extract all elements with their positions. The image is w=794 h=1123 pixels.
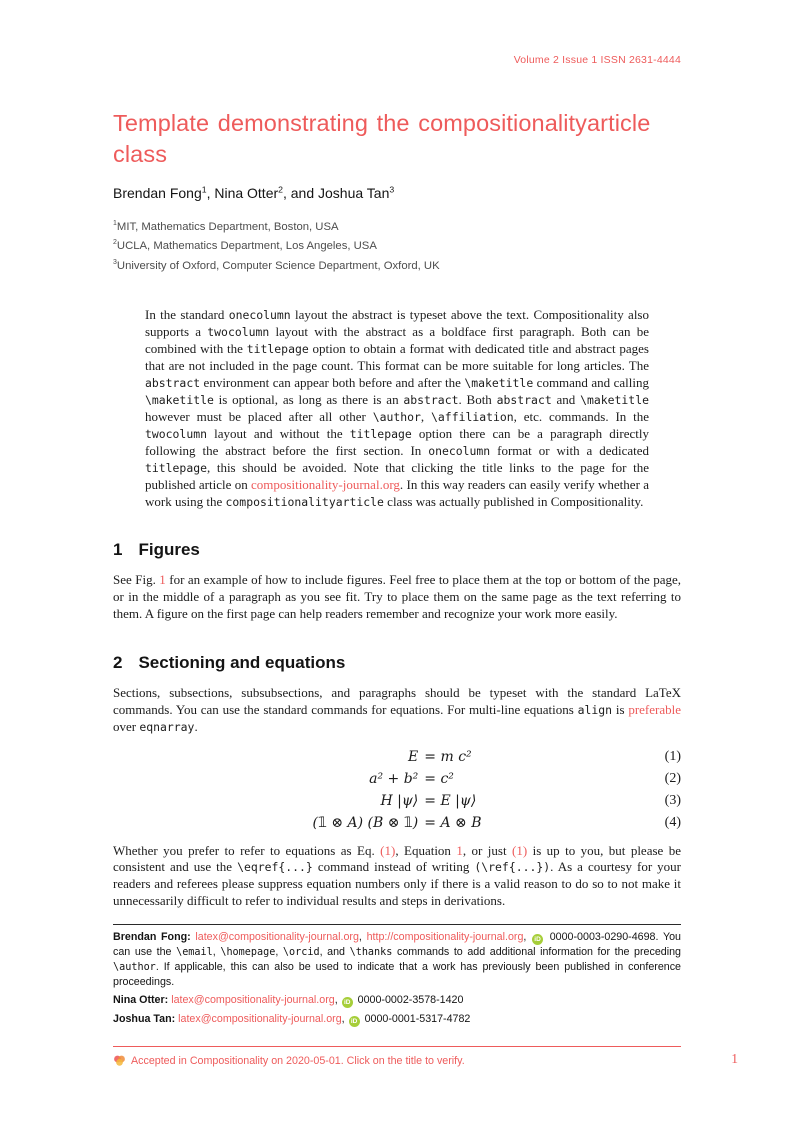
text-segment: See Fig. (113, 572, 160, 588)
text-segment: , (341, 1012, 348, 1025)
footer-line (113, 1051, 738, 1067)
equation-rhs: = c² (424, 770, 454, 787)
text-segment: , Nina Otter (206, 184, 279, 201)
text-segment: 3 (389, 184, 395, 195)
text-segment: align (577, 702, 613, 717)
equation-number: (1) (664, 748, 681, 764)
footnote-nina-otter (113, 993, 681, 1008)
text-segment: \email (176, 947, 213, 959)
text-segment: MIT, Mathematics Department, Boston, USA (116, 220, 339, 233)
text-segment: option to obtain a format with dedicated title and abstract pages that are not included in the page count. This format can be more suitable for long articles. The (145, 341, 649, 374)
link[interactable]: (1) (511, 842, 528, 858)
text-segment: , (334, 994, 341, 1007)
footnote-joshua-tan (113, 1012, 681, 1027)
affiliation-2 (113, 240, 681, 252)
text-segment: over (113, 718, 140, 734)
text-segment: \maketitle (145, 393, 214, 408)
affiliation-3 (113, 260, 681, 272)
text-segment: 2 (278, 184, 283, 195)
page-number: 1 (731, 1051, 738, 1066)
link[interactable]: (1) (380, 842, 396, 858)
issue-line[interactable]: Volume 2 Issue 1 ISSN 2631-4444 (513, 54, 681, 66)
text-segment: 3 (113, 259, 117, 267)
text-segment: (\ref{...}) (474, 860, 551, 875)
text-segment: University of Oxford, Computer Science Department, Oxford, UK (116, 259, 440, 272)
text-segment: environment can appear both before and after the (200, 375, 465, 391)
text-segment: . Both (458, 392, 497, 408)
text-segment: , etc. commands. In the (513, 409, 650, 425)
text-segment: . (194, 718, 198, 734)
text-segment: Brendan Fong (113, 184, 202, 201)
text-segment: layout and without the (206, 426, 350, 442)
link[interactable]: latex@compositionality-journal.org (171, 994, 335, 1007)
text-segment: 0000-0001-5317-4782 (361, 1012, 471, 1025)
text-segment: and (551, 392, 581, 408)
text-segment: 0000-0002-3578-1420 (354, 994, 464, 1007)
text-segment: , or just (462, 842, 512, 858)
footnote-brendan-fong (113, 930, 681, 990)
text-segment: titlepage (145, 461, 207, 476)
text-segment: , this should be avoided. Note that clicking the title links to the page for the published article on (145, 460, 649, 493)
text-segment: Brendan Fong: (113, 931, 196, 944)
text-segment: layout with the abstract as a boldface first paragraph. Both can be combined with the (145, 323, 649, 356)
text-segment: , (358, 931, 367, 944)
section-2-heading (113, 653, 681, 673)
orcid-icon[interactable]: iD (349, 1016, 360, 1027)
text-segment: 2 (113, 239, 117, 247)
affiliations (113, 221, 681, 272)
text-segment: abstract (403, 393, 459, 408)
text-segment: Nina Otter: (113, 994, 172, 1007)
text-segment: abstract (496, 393, 552, 408)
text-segment: \homepage (220, 947, 276, 959)
section-2-paragraph (113, 685, 681, 736)
text-segment: onecolumn (428, 444, 491, 459)
equation-number: (2) (664, 770, 681, 786)
section-title: Figures (138, 540, 200, 560)
text-segment: titlepage (246, 342, 309, 356)
text-segment: commands to add additional information for the preceding (392, 946, 681, 959)
text-segment: twocolumn (145, 427, 207, 442)
text-segment: format or with a dedicated (490, 443, 649, 459)
orcid-icon[interactable]: iD (532, 934, 543, 945)
section-1-heading (113, 540, 681, 560)
equation-rhs: = A ⊗ B (424, 814, 482, 831)
text-segment: \affiliation (431, 410, 514, 425)
text-segment: , and (319, 946, 350, 959)
text-segment: . If applicable, this can also be used to indicate that a work has previously been published in conference proceedings. (113, 961, 681, 989)
section-title: Sectioning and equations (138, 652, 346, 672)
accepted-line[interactable]: Accepted in Compositionality on 2020-05-01. Click on the title to verify. (131, 1054, 465, 1067)
orcid-icon[interactable]: iD (342, 997, 353, 1008)
equations-block (113, 749, 681, 831)
link[interactable]: preferable (628, 701, 681, 717)
text-segment: class was actually published in Compositionality. (383, 494, 644, 510)
section-1-paragraph (113, 572, 681, 623)
text-segment: command instead of writing (312, 859, 475, 875)
link[interactable]: latex@compositionality-journal.org (178, 1012, 342, 1025)
text-segment: for an example of how to include figures. Feel free to place them at the top or bottom of the page, or in the middle of a paragraph as you see fit. Try to place them on the same page as the text referring to them. A figure on the first page can help readers remember and recognize your work more easily. (113, 572, 681, 621)
page-footer (113, 1046, 738, 1067)
text-segment: however must be placed after all other (145, 409, 373, 425)
authors-line (113, 185, 681, 201)
text-segment: 0000-0003-0290-4698. You can use the (113, 931, 681, 959)
text-segment: \maketitle (464, 376, 534, 391)
equation-lhs: H |ψ⟩ (380, 792, 419, 809)
link[interactable]: 1 (456, 842, 463, 858)
text-segment: \author (113, 962, 156, 974)
equation-rhs: = E |ψ⟩ (424, 792, 477, 809)
text-segment: \author (372, 410, 421, 425)
abstract (145, 306, 649, 510)
link[interactable]: latex@compositionality-journal.org (195, 931, 359, 944)
text-segment: \maketitle (580, 393, 649, 408)
affiliation-1 (113, 221, 681, 233)
text-segment: command and calling (533, 375, 649, 391)
text-segment: , (212, 946, 221, 959)
post-equations-paragraph (113, 843, 681, 911)
equation-lhs: E (408, 748, 419, 765)
text-segment: , and Joshua Tan (282, 184, 390, 201)
text-segment: Sections, subsections, subsubsections, and paragraphs should be typeset with the standard LaTeX commands. You can use the standard commands for equations. For multi-line equations (113, 684, 681, 717)
text-segment: 1 (113, 220, 117, 228)
equation-number: (3) (664, 792, 681, 808)
text-segment: is up to you, but please be consistent and use the (113, 842, 681, 875)
text-segment: abstract (145, 376, 201, 391)
text-segment: layout the abstract is typeset above the text. Compositionality also supports a (145, 306, 649, 339)
section-number: 2 (113, 652, 123, 672)
text-segment: onecolumn (228, 307, 291, 322)
text-segment: eqnarray (139, 719, 195, 734)
text-segment: titlepage (349, 427, 412, 442)
text-segment: is optional, as long as there is an (213, 392, 404, 408)
section-number: 1 (113, 540, 123, 560)
equation-lhs: a² + b² (369, 770, 419, 787)
text-segment: , (275, 946, 283, 959)
text-segment: , Equation (395, 842, 457, 858)
text-segment: \eqref{...} (237, 860, 313, 875)
text-segment: option there can be a paragraph directly following the abstract before the first section. In (145, 426, 649, 459)
text-segment: . In this way readers can easily verify whether a work using the (145, 477, 649, 510)
compositionality-logo-icon (113, 1054, 126, 1067)
text-segment: \thanks (349, 947, 393, 959)
text-segment: UCLA, Mathematics Department, Los Angeles, USA (116, 240, 377, 253)
equation-number: (4) (664, 814, 681, 830)
text-segment: Whether you prefer to refer to equations as Eq. (113, 842, 381, 858)
text-segment: . As a courtesy for your readers and referees please suppress equation numbers only if there is a valid reason to do so to not make it unnecessarily difficult to refer to individual results and steps in derivations. (113, 859, 682, 909)
text-segment: Joshua Tan: (113, 1012, 179, 1025)
footer-rule (113, 1046, 681, 1047)
equation-rhs: = m c² (424, 748, 472, 765)
link[interactable]: 1 (159, 572, 166, 588)
paper-title[interactable]: Template demonstrating the compositionalityarticle class (113, 110, 651, 168)
equation-lhs: (𝟙 ⊗ A) (B ⊗ 𝟙) (312, 814, 419, 831)
text-segment: , (523, 931, 532, 944)
text-segment: twocolumn (207, 324, 270, 339)
link[interactable]: http://compositionality-journal.org (366, 931, 524, 944)
text-segment: compositionalityarticle (225, 495, 384, 510)
text-segment: 1 (201, 184, 207, 195)
text-segment: , (420, 409, 432, 425)
footnotes (113, 930, 681, 1027)
text-segment: \orcid (282, 947, 320, 959)
link[interactable]: compositionality-journal.org (251, 477, 400, 493)
text-segment: In the standard (145, 306, 229, 322)
footnote-rule (113, 924, 681, 925)
text-segment: is (612, 701, 629, 717)
